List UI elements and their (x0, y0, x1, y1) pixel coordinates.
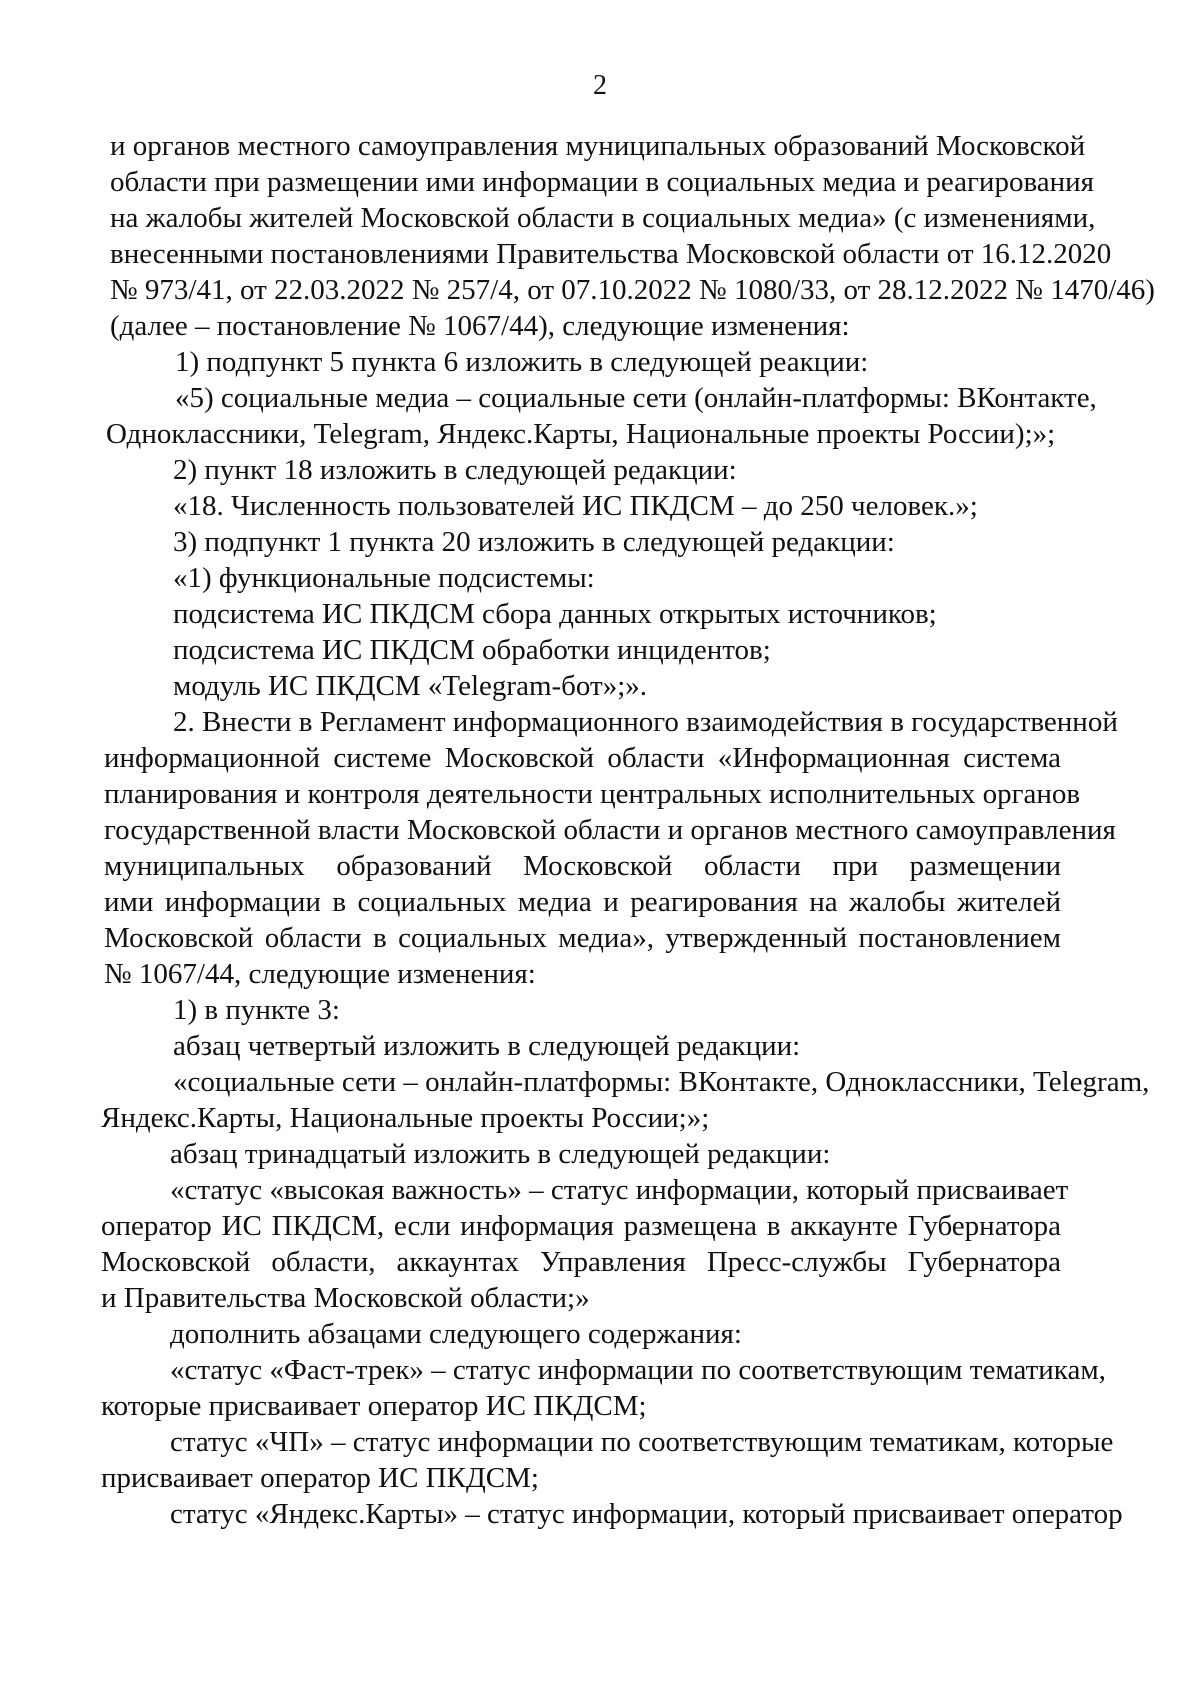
text-line: № 973/41, от 22.03.2022 № 257/4, от 07.10.2022 № 1080/33, от 28.12.2022 № 1470/46) (110, 274, 1155, 306)
text-line: внесенными постановлениями Правительства Московской области от 16.12.2020 (110, 238, 1112, 270)
text-line: «социальные сети – онлайн-платформы: ВКонтакте, Одноклассники, Telegram, (173, 1066, 1150, 1098)
text-line: модуль ИС ПКДСМ «Telegram-бот»;». (173, 670, 648, 702)
text-line: и Правительства Московской области;» (101, 1282, 590, 1314)
text-line: которые присваивает оператор ИС ПКДСМ; (101, 1390, 647, 1422)
text-line: подсистема ИС ПКДСМ сбора данных открытых источников; (173, 598, 937, 630)
text-line: «статус «Фаст-трек» – статус информации по соответствующим тематикам, (170, 1354, 1106, 1386)
text-line: 3) подпункт 1 пункта 20 изложить в следующей редакции: (173, 526, 895, 558)
text-line: присваивает оператор ИС ПКДСМ; (101, 1462, 539, 1494)
text-line: (далее – постановление № 1067/44), следующие изменения: (110, 310, 850, 342)
text-line: 1) в пункте 3: (173, 994, 340, 1026)
text-line: планирования и контроля деятельности центральных исполнительных органов (104, 778, 1081, 810)
text-line: 2) пункт 18 изложить в следующей редакции: (173, 454, 737, 486)
text-line: «18. Численность пользователей ИС ПКДСМ – до 250 человек.»; (173, 490, 978, 522)
text-line: № 1067/44, следующие изменения: (104, 958, 536, 990)
text-line: Яндекс.Карты, Национальные проекты России;»; (101, 1102, 710, 1134)
text-line: статус «Яндекс.Карты» – статус информации, который присваивает оператор (170, 1498, 1123, 1530)
text-line: «5) социальные медиа – социальные сети (онлайн-платформы: ВКонтакте, (175, 382, 1097, 414)
text-line: муниципальных образований Московской области при размещении (104, 850, 1061, 882)
text-line: ими информации в социальных медиа и реагирования на жалобы жителей (104, 886, 1061, 918)
text-line: на жалобы жителей Московской области в социальных медиа» (с изменениями, (110, 202, 1096, 234)
text-line: статус «ЧП» – статус информации по соответствующим тематикам, которые (170, 1426, 1114, 1458)
text-line: государственной власти Московской области и органов местного самоуправления (104, 814, 1116, 846)
text-line: оператор ИС ПКДСМ, если информация размещена в аккаунте Губернатора (101, 1210, 1061, 1242)
page-number: 2 (593, 70, 607, 101)
text-line: Московской области в социальных медиа», утвержденный постановлением (104, 922, 1061, 954)
text-line: Московской области, аккаунтах Управления Пресс-службы Губернатора (101, 1246, 1061, 1278)
text-line: подсистема ИС ПКДСМ обработки инцидентов; (173, 634, 771, 666)
text-line: и органов местного самоуправления муниципальных образований Московской (110, 130, 1086, 162)
text-line: информационной системе Московской области «Информационная система (104, 742, 1061, 774)
text-line: абзац тринадцатый изложить в следующей редакции: (170, 1138, 831, 1170)
text-line: дополнить абзацами следующего содержания: (170, 1318, 742, 1350)
text-line: 2. Внести в Регламент информационного взаимодействия в государственной (173, 706, 1118, 738)
text-line: абзац четвертый изложить в следующей редакции: (173, 1030, 801, 1062)
text-line: 1) подпункт 5 пункта 6 изложить в следующей реакции: (175, 346, 869, 378)
text-line: области при размещении ими информации в социальных медиа и реагирования (110, 166, 1095, 198)
text-line: «статус «высокая важность» – статус информации, который присваивает (170, 1174, 1069, 1206)
text-line: «1) функциональные подсистемы: (173, 562, 595, 594)
text-line: Одноклассники, Telegram, Яндекс.Карты, Национальные проекты России);»; (106, 418, 1056, 450)
